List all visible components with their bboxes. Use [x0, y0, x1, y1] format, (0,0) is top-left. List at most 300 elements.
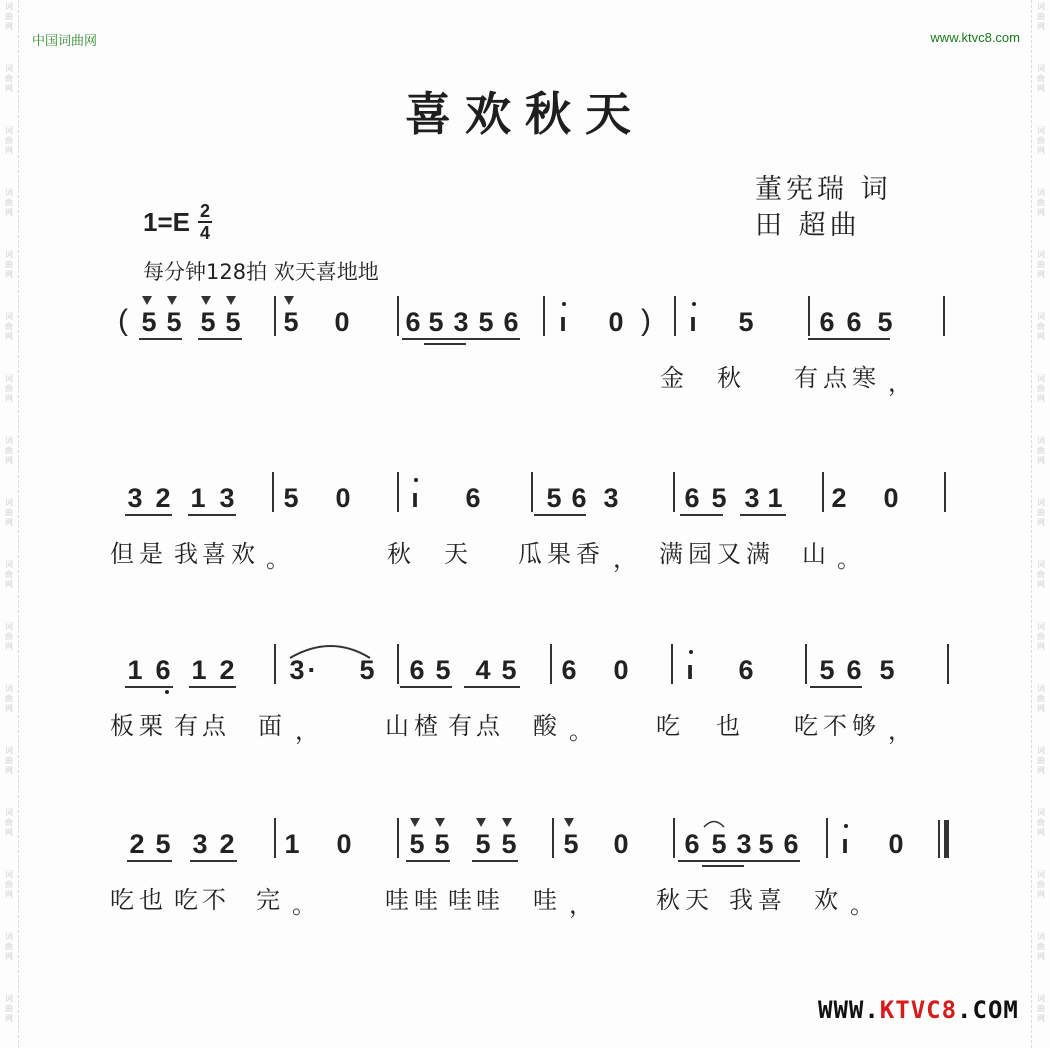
- watermark-char: 网: [1037, 22, 1045, 31]
- lyric-punctuation: ，: [888, 369, 912, 397]
- note: 6: [155, 655, 171, 685]
- site-url-link[interactable]: www.ktvc8.com: [930, 30, 1020, 45]
- note: 6: [819, 307, 835, 337]
- note: 5: [563, 829, 579, 859]
- watermark-group: [1032, 682, 1050, 744]
- watermark-char: 曲: [1037, 322, 1045, 331]
- accent-mark: [142, 296, 152, 305]
- note: 0: [883, 483, 899, 513]
- lyric-char: 欢: [231, 540, 255, 568]
- note: 6: [571, 483, 587, 513]
- lyric-char: 哇: [385, 886, 409, 914]
- watermark-char: 词: [5, 436, 13, 445]
- lyric-char: 也: [716, 712, 740, 740]
- lyric-char: 山: [385, 712, 409, 740]
- bar-line: [944, 472, 946, 512]
- watermark-group: [1032, 620, 1050, 682]
- beam-underline: [188, 514, 236, 516]
- lyric-char: 山: [802, 540, 826, 568]
- note: 2: [831, 483, 847, 513]
- watermark-char: 曲: [5, 880, 13, 889]
- watermark-char: 词: [5, 312, 13, 321]
- note: 6: [465, 483, 481, 513]
- watermark-char: 曲: [5, 384, 13, 393]
- high-note: ı: [841, 829, 849, 859]
- watermark-group: [0, 434, 18, 496]
- watermark-char: 曲: [1037, 384, 1045, 393]
- note: 3: [744, 483, 760, 513]
- watermark-char: 网: [5, 22, 13, 31]
- watermark-char: 词: [5, 870, 13, 879]
- watermark-char: 词: [1037, 436, 1045, 445]
- watermark-char: 网: [5, 394, 13, 403]
- note: 1: [767, 483, 783, 513]
- accent-mark: [201, 296, 211, 305]
- note: 1: [284, 829, 300, 859]
- note: 2: [129, 829, 145, 859]
- watermark-char: 网: [5, 84, 13, 93]
- bar-line: [531, 472, 533, 512]
- note: 6: [738, 655, 754, 685]
- watermark-char: 词: [5, 2, 13, 11]
- watermark-char: 网: [1037, 952, 1045, 961]
- lyric-char: 哇: [448, 886, 472, 914]
- note: 6: [405, 307, 421, 337]
- watermark-char: 曲: [1037, 136, 1045, 145]
- lyric-char: 我: [174, 540, 198, 568]
- note: 6: [846, 655, 862, 685]
- watermark-char: 词: [1037, 374, 1045, 383]
- watermark-char: 词: [1037, 870, 1045, 879]
- lyric-char: 吃: [174, 886, 198, 914]
- watermark-group: [1032, 744, 1050, 806]
- watermark-char: 词: [5, 126, 13, 135]
- bar-line: [397, 818, 399, 858]
- bar-line: [826, 818, 828, 858]
- composer-credit: 田 超曲: [755, 210, 861, 241]
- lyric-char: 有: [174, 712, 198, 740]
- beam-underline: [678, 860, 800, 862]
- lyric-char: 我: [729, 886, 753, 914]
- note: 5: [501, 655, 517, 685]
- watermark-char: 词: [1037, 622, 1045, 631]
- watermark-char: 词: [1037, 994, 1045, 1003]
- lyric-char: 秋: [717, 364, 741, 392]
- bar-line: [673, 818, 675, 858]
- beam-underline: [189, 686, 236, 688]
- close-paren: ): [641, 304, 651, 337]
- lyric-char: 也: [139, 886, 163, 914]
- high-note: ı: [689, 307, 697, 337]
- watermark-char: 网: [5, 208, 13, 217]
- note: 5: [283, 307, 299, 337]
- note: 5: [478, 307, 494, 337]
- watermark-char: 曲: [5, 1004, 13, 1013]
- note: 6: [783, 829, 799, 859]
- watermark-char: 词: [1037, 2, 1045, 11]
- watermark-char: 词: [5, 188, 13, 197]
- note: 1: [191, 655, 207, 685]
- watermark-char: 曲: [5, 198, 13, 207]
- beam-underline: [190, 860, 237, 862]
- watermark-char: 网: [1037, 518, 1045, 527]
- watermark-char: 网: [5, 828, 13, 837]
- lyric-char: 香: [576, 540, 600, 568]
- lyric-char: 点: [476, 712, 500, 740]
- low-octave-dot: [165, 690, 169, 694]
- note: 3: [192, 829, 208, 859]
- bar-line: [543, 296, 545, 336]
- beam-underline: [534, 514, 586, 516]
- watermark-char: 词: [5, 498, 13, 507]
- beam-underline: [472, 860, 518, 862]
- watermark-char: 曲: [1037, 12, 1045, 21]
- watermark-char: 曲: [5, 632, 13, 641]
- accent-mark: [226, 296, 236, 305]
- octave-dot: [414, 478, 418, 482]
- octave-dot: [562, 302, 566, 306]
- bar-line: [808, 296, 810, 336]
- watermark-char: 词: [1037, 250, 1045, 259]
- note: 3: [289, 655, 305, 685]
- note: 5: [435, 655, 451, 685]
- octave-dot: [844, 824, 848, 828]
- beam-underline: [402, 338, 520, 340]
- note: 0: [334, 307, 350, 337]
- note: 3: [453, 307, 469, 337]
- watermark-char: 词: [1037, 126, 1045, 135]
- watermark-group: [1032, 434, 1050, 496]
- lyric-char: 喜: [758, 886, 782, 914]
- beam-underline: [464, 686, 520, 688]
- watermark-char: 曲: [1037, 198, 1045, 207]
- bar-line: [397, 296, 399, 336]
- note: 5: [141, 307, 157, 337]
- watermark-char: 曲: [1037, 756, 1045, 765]
- note: 5: [758, 829, 774, 859]
- tempo-marking: 每分钟128拍 欢天喜地地: [143, 260, 379, 284]
- lyric-char: 又: [717, 540, 741, 568]
- lyric-char: 点: [823, 364, 847, 392]
- watermark-char: 网: [5, 642, 13, 651]
- watermark-char: 网: [5, 332, 13, 341]
- bar-line: [671, 644, 673, 684]
- lyric-char: 有: [448, 712, 472, 740]
- watermark-group: [0, 806, 18, 868]
- key-text: 1=E: [143, 206, 190, 237]
- bar-line: [947, 644, 949, 684]
- lyric-char: 够: [852, 712, 876, 740]
- lyric-punctuation: 。: [850, 891, 874, 919]
- lyric-char: 果: [547, 540, 571, 568]
- note: 5: [879, 655, 895, 685]
- note: 4: [475, 655, 491, 685]
- lyric-char: 吃: [794, 712, 818, 740]
- watermark-char: 曲: [1037, 1004, 1045, 1013]
- beam-underline: [125, 686, 173, 688]
- watermark-group: [1032, 0, 1050, 62]
- note: 3: [603, 483, 619, 513]
- watermark-char: 曲: [5, 322, 13, 331]
- watermark-char: 网: [5, 1014, 13, 1023]
- accent-mark: [435, 818, 445, 827]
- lyric-char: 面: [258, 712, 282, 740]
- note: 5: [359, 655, 375, 685]
- note: 5: [877, 307, 893, 337]
- lyric-char: 秋: [656, 886, 680, 914]
- watermark-char: 网: [1037, 146, 1045, 155]
- watermark-char: 网: [5, 890, 13, 899]
- note: 5: [225, 307, 241, 337]
- watermark-char: 词: [5, 374, 13, 383]
- watermark-char: 词: [1037, 188, 1045, 197]
- watermark-char: 网: [5, 952, 13, 961]
- bar-line: [673, 472, 675, 512]
- lyric-punctuation: 。: [292, 891, 316, 919]
- watermark-char: 词: [1037, 684, 1045, 693]
- time-signature-top: 2: [199, 201, 210, 221]
- accent-mark: [284, 296, 294, 305]
- bar-line: [397, 644, 399, 684]
- lyric-char: 金: [660, 364, 684, 392]
- logo-part-com: .COM: [957, 996, 1019, 1024]
- watermark-char: 曲: [1037, 942, 1045, 951]
- lyric-char: 不: [823, 712, 847, 740]
- watermark-group: [1032, 372, 1050, 434]
- watermark-char: 词: [1037, 312, 1045, 321]
- open-paren: (: [118, 304, 128, 337]
- key-signature: [143, 202, 212, 242]
- logo-part-www: WWW.: [818, 996, 880, 1024]
- watermark-char: 曲: [1037, 818, 1045, 827]
- final-bar-line-thick: [944, 820, 949, 858]
- lyric-char: 满: [746, 540, 770, 568]
- beam-underline: [125, 514, 172, 516]
- watermark-char: 曲: [5, 446, 13, 455]
- watermark-group: [0, 682, 18, 744]
- octave-dot: [689, 650, 693, 654]
- octave-dot: [692, 302, 696, 306]
- tie-arc: [286, 640, 376, 660]
- lyric-char: 酸: [533, 712, 557, 740]
- watermark-char: 网: [1037, 84, 1045, 93]
- watermark-char: 词: [5, 994, 13, 1003]
- note: 0: [335, 483, 351, 513]
- watermark-char: 网: [1037, 828, 1045, 837]
- watermark-group: [1032, 186, 1050, 248]
- note: 0: [336, 829, 352, 859]
- site-logo: [818, 996, 1019, 1024]
- lyric-char: 喜: [202, 540, 226, 568]
- note: 5: [819, 655, 835, 685]
- note: 3: [736, 829, 752, 859]
- watermark-char: 网: [1037, 890, 1045, 899]
- watermark-char: 网: [1037, 1014, 1045, 1023]
- watermark-char: 网: [5, 518, 13, 527]
- bar-line: [674, 296, 676, 336]
- slur-arc: [702, 818, 726, 828]
- watermark-char: 网: [5, 704, 13, 713]
- note: 0: [608, 307, 624, 337]
- watermark-group: [0, 496, 18, 558]
- watermark-char: 曲: [1037, 508, 1045, 517]
- watermark-char: 曲: [5, 74, 13, 83]
- high-note: ı: [411, 483, 419, 513]
- note: 5: [166, 307, 182, 337]
- lyric-char: 栗: [139, 712, 163, 740]
- time-signature: [198, 202, 212, 242]
- lyric-char: 吃: [110, 886, 134, 914]
- note: 6: [503, 307, 519, 337]
- watermark-char: 词: [1037, 746, 1045, 755]
- lyric-char: 点: [202, 712, 226, 740]
- lyric-char: 哇: [414, 886, 438, 914]
- bar-line: [272, 472, 274, 512]
- watermark-char: 网: [1037, 332, 1045, 341]
- time-signature-bottom: 4: [199, 223, 210, 243]
- watermark-char: 网: [5, 456, 13, 465]
- watermark-group: [0, 620, 18, 682]
- watermark-group: [0, 558, 18, 620]
- lyric-char: 但: [110, 540, 134, 568]
- lyric-char: 有: [794, 364, 818, 392]
- lyric-char: 瓜: [518, 540, 542, 568]
- note: 0: [613, 829, 629, 859]
- watermark-group: [1032, 930, 1050, 992]
- note: 3: [127, 483, 143, 513]
- watermark-group: [1032, 868, 1050, 930]
- left-watermark-strip: [0, 0, 19, 1048]
- watermark-char: 曲: [5, 818, 13, 827]
- note: 5: [711, 829, 727, 859]
- beam-underline: [680, 514, 723, 516]
- watermark-char: 曲: [1037, 74, 1045, 83]
- watermark-group: [0, 744, 18, 806]
- lyric-char: 满: [659, 540, 683, 568]
- site-name-link[interactable]: 中国词曲网: [32, 34, 98, 49]
- watermark-char: 网: [1037, 394, 1045, 403]
- watermark-group: [0, 310, 18, 372]
- watermark-group: [1032, 806, 1050, 868]
- watermark-char: 词: [1037, 498, 1045, 507]
- watermark-group: [1032, 558, 1050, 620]
- final-bar-line: [938, 820, 940, 858]
- lyric-punctuation: ，: [613, 545, 637, 573]
- lyric-punctuation: 。: [266, 545, 290, 573]
- accent-mark: [167, 296, 177, 305]
- watermark-char: 网: [1037, 642, 1045, 651]
- lyric-char: 秋: [387, 540, 411, 568]
- watermark-group: [0, 0, 18, 62]
- note: 0: [888, 829, 904, 859]
- note: 2: [155, 483, 171, 513]
- watermark-char: 曲: [1037, 694, 1045, 703]
- note: 2: [219, 655, 235, 685]
- lyric-punctuation: 。: [837, 545, 861, 573]
- note: 2: [219, 829, 235, 859]
- note: 5: [434, 829, 450, 859]
- watermark-char: 词: [1037, 560, 1045, 569]
- watermark-char: 网: [1037, 208, 1045, 217]
- watermark-char: 词: [5, 746, 13, 755]
- lyric-char: 欢: [814, 886, 838, 914]
- watermark-char: 词: [1037, 932, 1045, 941]
- watermark-group: [0, 930, 18, 992]
- watermark-char: 网: [5, 270, 13, 279]
- watermark-char: 词: [5, 64, 13, 73]
- note: 6: [846, 307, 862, 337]
- note: 5: [409, 829, 425, 859]
- note: 5: [738, 307, 754, 337]
- note: 6: [409, 655, 425, 685]
- lyric-char: 天: [444, 540, 468, 568]
- watermark-char: 曲: [5, 136, 13, 145]
- beam-underline: [702, 865, 744, 867]
- lyric-punctuation: 。: [569, 717, 593, 745]
- watermark-char: 曲: [1037, 880, 1045, 889]
- watermark-group: [0, 992, 18, 1048]
- watermark-group: [1032, 248, 1050, 310]
- watermark-char: 曲: [1037, 260, 1045, 269]
- note: 6: [561, 655, 577, 685]
- lyric-char: 是: [139, 540, 163, 568]
- bar-line: [397, 472, 399, 512]
- note: 1: [190, 483, 206, 513]
- lyric-char: 寒: [852, 364, 876, 392]
- lyric-char: 园: [688, 540, 712, 568]
- lyricist-credit: 董宪瑞 词: [755, 174, 892, 205]
- watermark-group: [0, 372, 18, 434]
- bar-line: [274, 644, 276, 684]
- watermark-char: 词: [5, 560, 13, 569]
- lyric-char: 不: [202, 886, 226, 914]
- note: 5: [711, 483, 727, 513]
- accent-mark: [476, 818, 486, 827]
- accent-mark: [410, 818, 420, 827]
- bar-line: [274, 818, 276, 858]
- note: 5: [200, 307, 216, 337]
- watermark-char: 网: [5, 580, 13, 589]
- beam-underline: [127, 860, 172, 862]
- note: 5: [428, 307, 444, 337]
- watermark-group: [1032, 310, 1050, 372]
- note: 0: [613, 655, 629, 685]
- watermark-char: 网: [5, 146, 13, 155]
- watermark-char: 曲: [5, 570, 13, 579]
- watermark-char: 曲: [1037, 446, 1045, 455]
- lyric-punctuation: ，: [295, 717, 319, 745]
- beam-underline: [400, 686, 452, 688]
- beam-underline: [139, 338, 182, 340]
- right-watermark-strip: [1031, 0, 1050, 1048]
- beam-underline: [740, 514, 786, 516]
- note: 1: [127, 655, 143, 685]
- watermark-group: [0, 868, 18, 930]
- song-title: 喜欢秋天: [405, 87, 645, 141]
- watermark-char: 网: [1037, 766, 1045, 775]
- note: 6: [684, 483, 700, 513]
- watermark-group: [1032, 992, 1050, 1048]
- lyric-char: 哇: [533, 886, 557, 914]
- lyric-punctuation: ，: [888, 717, 912, 745]
- bar-line: [552, 818, 554, 858]
- bar-line: [274, 296, 276, 336]
- watermark-char: 曲: [5, 694, 13, 703]
- watermark-char: 词: [1037, 64, 1045, 73]
- watermark-char: 曲: [5, 12, 13, 21]
- watermark-char: 词: [1037, 808, 1045, 817]
- high-note: ı: [559, 307, 567, 337]
